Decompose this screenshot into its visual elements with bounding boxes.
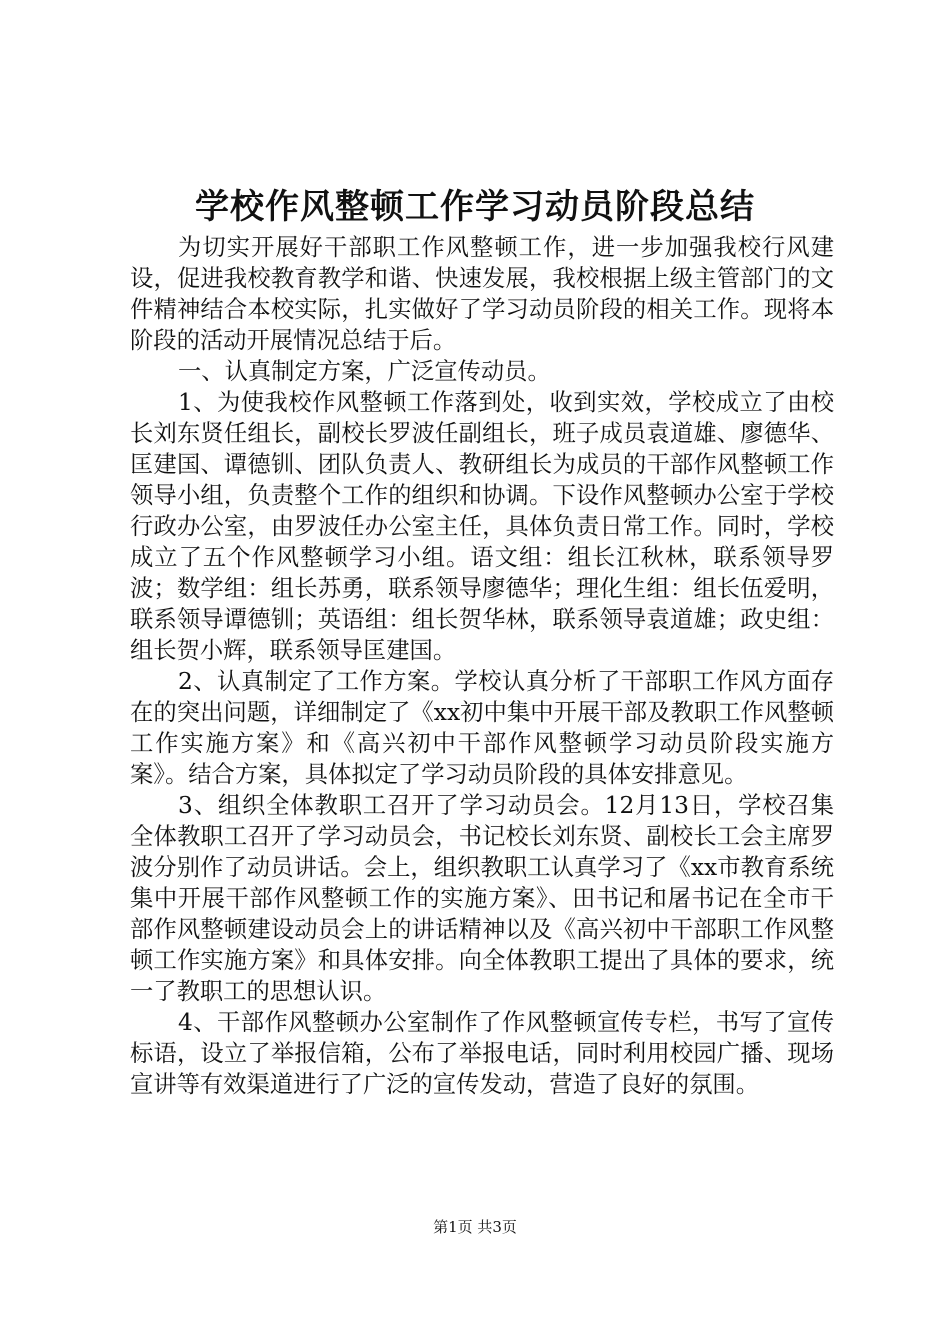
intro-paragraph: 为切实开展好干部职工作风整顿工作，进一步加强我校行风建设，促进我校教育教学和谐、快速发展，我校根据上级主管部门的文件精神结合本校实际，扎实做好了学习动员阶段的相关工作。现将本阶段的活动开展情况总结于后。 bbox=[130, 234, 834, 354]
section-heading-1: 一、认真制定方案，广泛宣传动员。 bbox=[178, 358, 551, 385]
item-paragraph-4: 4、干部作风整顿办公室制作了作风整顿宣传专栏，书写了宣传标语，设立了举报信箱，公布了举报电话，同时利用校园广播、现场宣讲等有效渠道进行了广泛的宣传发动，营造了良好的氛围。 bbox=[130, 1009, 834, 1098]
document-title: 学校作风整顿工作学习动员阶段总结 bbox=[195, 187, 755, 227]
document-body bbox=[130, 232, 834, 1100]
item-paragraph-2: 2、认真制定了工作方案。学校认真分析了干部职工作风方面存在的突出问题，详细制定了《xx初中集中开展干部及教职工作风整顿工作实施方案》和《高兴初中干部作风整顿学习动员阶段实施方案》。结合方案，具体拟定了学习动员阶段的具体安排意见。 bbox=[130, 668, 834, 788]
item-paragraph-1: 1、为使我校作风整顿工作落到处，收到实效，学校成立了由校长刘东贤任组长，副校长罗波任副组长，班子成员袁道雄、廖德华、匡建国、谭德钏、团队负责人、教研组长为成员的干部作风整顿工作领导小组，负责整个工作的组织和协调。下设作风整顿办公室于学校行政办公室，由罗波任办公室主任，具体负责日常工作。同时，学校成立了五个作风整顿学习小组。语文组：组长江秋林，联系领导罗波；数学组：组长苏勇，联系领导廖德华；理化生组：组长伍爱明，联系领导谭德钏；英语组：组长贺华林，联系领导袁道雄；政史组：组长贺小辉，联系领导匡建国。 bbox=[130, 389, 834, 664]
page-number-footer: 第1页 共3页 bbox=[433, 1218, 517, 1236]
item-paragraph-3: 3、组织全体教职工召开了学习动员会。12月13日，学校召集全体教职工召开了学习动员会，书记校长刘东贤、副校长工会主席罗波分别作了动员讲话。会上，组织教职工认真学习了《xx市教育系统集中开展干部作风整顿工作的实施方案》、田书记和屠书记在全市干部作风整顿建设动员会上的讲话精神以及《高兴初中干部职工作风整顿工作实施方案》和具体安排。向全体教职工提出了具体的要求，统一了教职工的思想认识。 bbox=[130, 792, 834, 1005]
